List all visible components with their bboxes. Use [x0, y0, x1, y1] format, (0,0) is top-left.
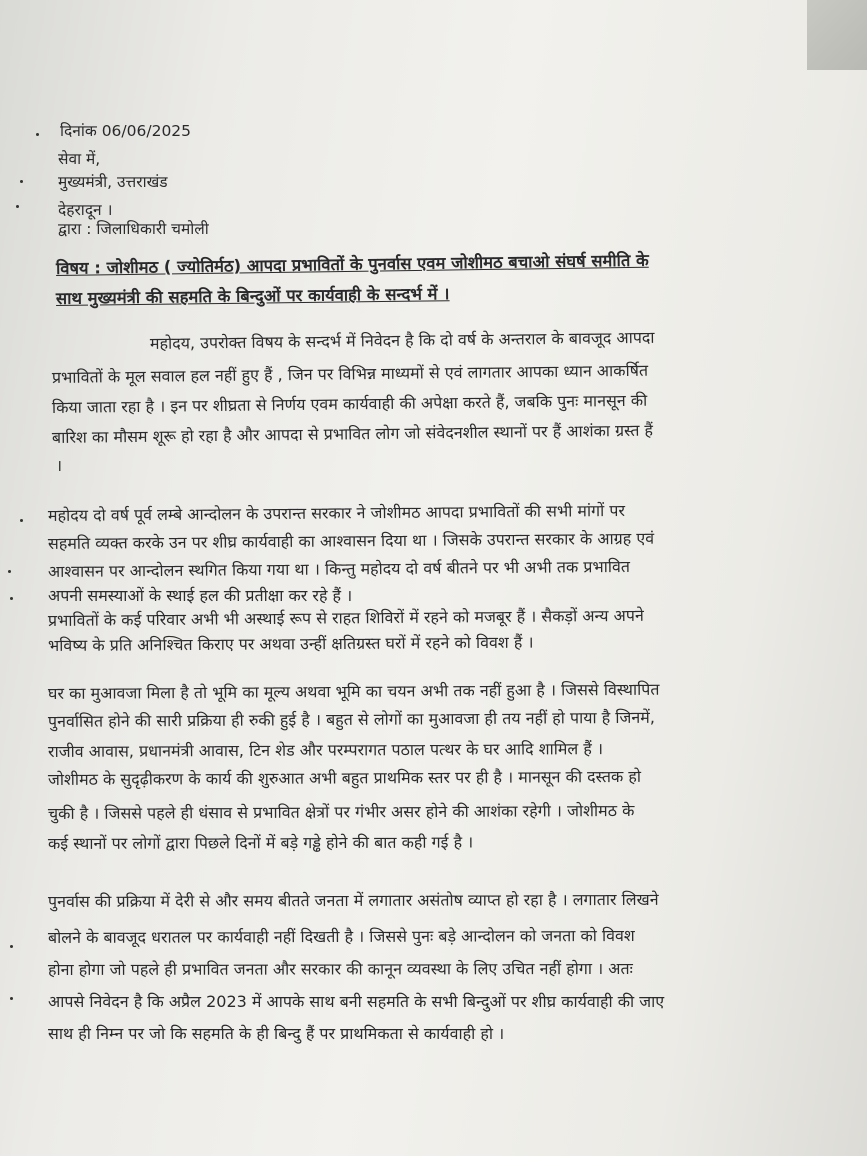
- body-line: महोदय दो वर्ष पूर्व लम्बे आन्दोलन के उपरान्त सरकार ने जोशीमठ आपदा प्रभावितों की सभी मांगों पर: [47, 500, 626, 525]
- body-line: बोलने के बावजूद धरातल पर कार्यवाही नहीं दिखती है । जिससे पुनः बड़े आन्दोलन को जनता को विवश: [47, 925, 635, 947]
- body-line: किया जाता रहा है । इन पर शीघ्रता से निर्णय एवम कार्यवाही की अपेक्षा करते हैं, जबकि पुनः मानसून की: [51, 390, 648, 417]
- body-line: प्रभावितों के कई परिवार अभी भी अस्थाई रूप से राहत शिविरों में रहने को मजबूर हैं । सैकड़ों अन्य अपने: [47, 605, 644, 630]
- body-line: ।: [56, 456, 63, 475]
- body-line: पुनर्वास की प्रक्रिया में देरी से और समय बीतते जनता में लगातार असंतोष व्याप्त हो रहा है । लगातार लिखने: [47, 889, 659, 911]
- body-line: प्रभावितों के मूल सवाल हल नहीं हुए हैं , जिन पर विभिन्न माध्यमों से एवं लागतार आपका ध्यान आकर्षित: [51, 360, 649, 387]
- subject-line: साथ मुख्यमंत्री की सहमति के बिन्दुओं पर कार्यवाही के सन्दर्भ में ।: [55, 284, 450, 308]
- body-line: अपनी समस्याओं के स्थाई हल की प्रतीक्षा कर रहे हैं ।: [48, 586, 353, 605]
- body-line: घर का मुआवजा मिला है तो भूमि का मूल्य अथवा भूमि का चयन अभी तक नहीं हुआ है । जिससे विस्थापित: [47, 679, 660, 703]
- body-line: महोदय, उपरोक्त विषय के सन्दर्भ में निवेदन है कि दो वर्ष के अन्तराल के बावजूद आपदा: [149, 327, 655, 353]
- margin-dot: [20, 519, 23, 522]
- body-line: चुकी है । जिससे पहले ही धंसाव से प्रभावित क्षेत्रों पर गंभीर असर होने की आशंका रहेगी । जोशीमठ के: [47, 800, 635, 823]
- body-line: होना होगा जो पहले ही प्रभावित जनता और सरकार की कानून व्यवस्था के लिए उचित नहीं होगा । अतः: [47, 958, 633, 979]
- address-line: देहरादून ।: [58, 201, 113, 219]
- body-line: बारिश का मौसम शूरू हो रहा है और आपदा से प्रभावित लोग जो संवेदनशील स्थानों पर हैं आशंका ग्रस्त हैं: [51, 420, 654, 447]
- address-line: सेवा में,: [58, 150, 101, 168]
- body-line: पुनर्वासित होने की सारी प्रक्रिया ही रुकी हुई है । बहुत से लोगों का मुआवजा ही तय नहीं हो पाया है जिनमें,: [47, 707, 655, 731]
- address-line: द्वारा : जिलाधिकारी चमोली: [58, 220, 209, 238]
- margin-dot: [10, 597, 13, 600]
- body-line: भविष्य के प्रति अनिश्चित किराए पर अथवा उन्हीं क्षतिग्रस्त घरों में रहने को विवश हैं ।: [47, 632, 534, 655]
- margin-dot: [8, 570, 11, 573]
- subject-line: विषय : जोशीमठ ( ज्योतिर्मठ) आपदा प्रभावितों के पुनर्वास एवम जोशीमठ बचाओ संघर्ष समीति के: [55, 250, 649, 278]
- body-line: साथ ही निम्न पर जो कि सहमति के ही बिन्दु हैं पर प्राथमिकता से कार्यवाही हो ।: [48, 1024, 505, 1043]
- address-line: मुख्यमंत्री, उत्तराखंड: [58, 173, 168, 191]
- margin-dot: [10, 945, 13, 948]
- margin-dot: [36, 133, 39, 136]
- body-line: जोशीमठ के सुदृढ़ीकरण के कार्य की शुरुआत अभी बहुत प्राथमिक स्तर पर ही है । मानसून की दस्तक हो: [47, 766, 642, 789]
- background-corner: [807, 0, 867, 70]
- margin-dot: [10, 997, 13, 1000]
- body-line: आपसे निवेदन है कि अप्रैल 2023 में आपके साथ बनी सहमति के सभी बिन्दुओं पर शीघ्र कार्यवाही की जाए: [48, 992, 665, 1011]
- body-line: आश्वासन पर आन्दोलन स्थगित किया गया था । किन्तु महोदय दो वर्ष बीतने पर भी अभी तक प्रभावित: [47, 556, 631, 581]
- margin-dot: [20, 180, 23, 183]
- body-line: कई स्थानों पर लोगों द्वारा पिछले दिनों में बड़े गड्ढे होने की बात कही गई है ।: [47, 832, 474, 853]
- body-line: राजीव आवास, प्रधानमंत्री आवास, टिन शेड और परम्परागत पठाल पत्थर के घर आदि शामिल हैं ।: [47, 739, 604, 761]
- letter-date: दिनांक 06/06/2025: [60, 122, 192, 140]
- body-line: सहमति व्यक्त करके उन पर शीघ्र कार्यवाही का आश्वासन दिया था । जिसके उपरान्त सरकार के आग्रह एवं: [47, 528, 655, 553]
- margin-dot: [16, 205, 19, 208]
